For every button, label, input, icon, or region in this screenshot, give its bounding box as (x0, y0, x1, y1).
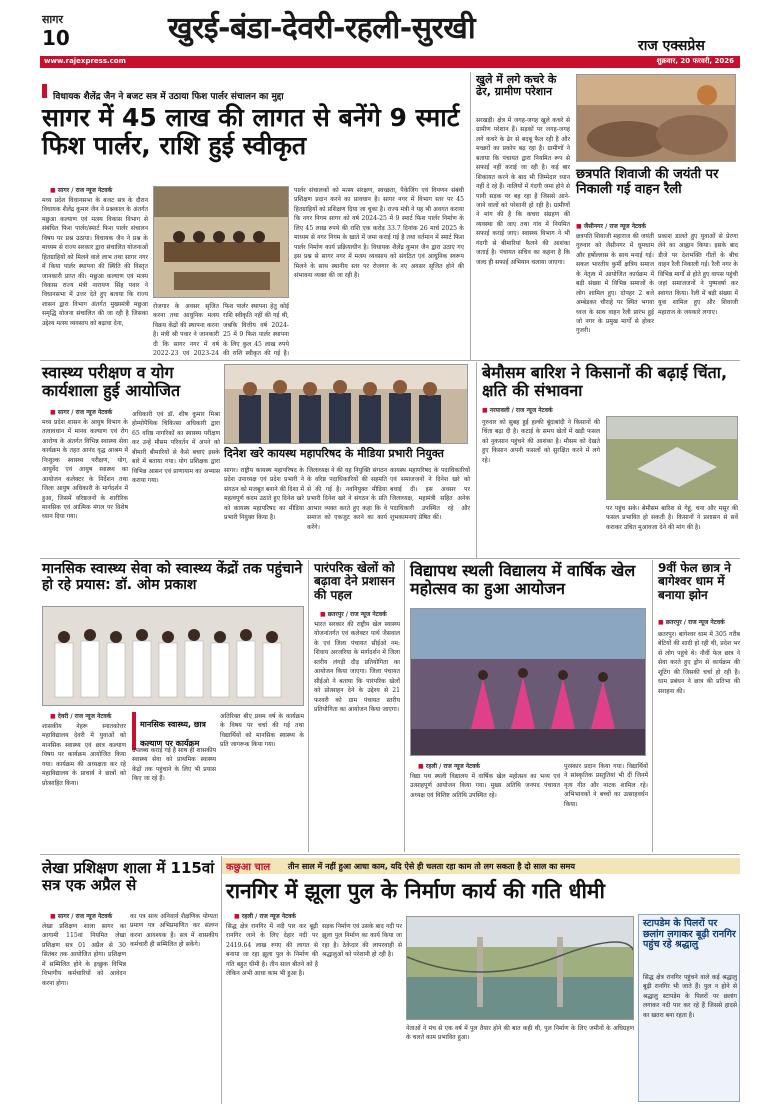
lead-col-4: पार्लर संचालकों को मत्स्य संरक्षण, स्वच्छता, पैकेजिंग एवं विपणन संबंधी प्रशिक्षण प्रदान करने का प्रावधान है। सागर नगर में विभाग स्तर पर 45 हितग्राहियों को प्रशिक्षण दिया जा चुका है। राज्य मंत्री ने यह भी अवगत कराया कि नगर निगम सागर को वर्ष 2024-25 में 9 स्मार्ट फिश पार्लर निर्माण के लिए 45 लाख रुपये की राशि एक करोड़ 33.7 दिनांक 26 मार्च 2025 के माध्यम से नगर निगम के खाते में जमा कराई गई है तथा वर्तमान में स्मार्ट फिश पार्लर निर्माण कार्य प्रक्रियाधीन है। विधायक शैलेंद्र कुमार जैन द्वारा उठाए गए इस प्रश्न से सागर नगर में मत्स्य व्यवसाय को संगठित एवं आधुनिक स्वरूप मिलने के साथ स्थानीय स्तर पर रोजगार के नए अवसर सृजित होने की संभावना व्यक्त की जा रही है। (294, 187, 464, 279)
bridge-side-box (638, 914, 740, 1102)
health-headline: स्वास्थ्य परीक्षण व योग कार्यशाला हुई आयोजित (42, 363, 181, 400)
mental-byline: ■ देवरी / राज न्यूज नेटवर्क (50, 713, 112, 720)
training-headline: लेखा प्रशिक्षण शाला में 115वां सत्र एक अप्रैल से (42, 859, 215, 894)
website-url[interactable]: www.rajexpress.com (44, 57, 126, 65)
river-bridge-photo (407, 917, 634, 1020)
rain-headline: बेमौसम बारिश ने किसानों की बढ़ाई चिंता, क्षति की संभावना (482, 363, 728, 400)
mental-photo (42, 606, 304, 706)
fail-byline-text: छतरपुर / राज न्यूज नेटवर्क (665, 619, 725, 626)
issue-date: शुक्रवार, 20 फरवरी, 2026 (656, 57, 734, 65)
training-col-1: लेखा प्रशिक्षण शाला सागर का आगामी 115वां नियमित लेखा प्रशिक्षण सत्र 01 अप्रैल से 30 सितंबर तक आयोजित होगा। प्रशिक्षण में सम्मिलित होने के इच्छुक विभिन्न विभागीय कर्मचारियों को आवेदन करना होगा। (42, 923, 126, 987)
shivaji-byline: ■ जैसीनगर / राज न्यूज नेटवर्क (576, 223, 646, 230)
bridge-side-body: सिद्ध क्षेत्र रानगिर पहुंचने वाले कई श्रद्धालु बूढ़ी रानगिर भी जाते हैं। पुल न होने से श्रद्धालु स्टापडेम के पिलरों पर छलांग लगाकर नदी पार कर रहे हैं जिससे हादसे का खतरा बना रहता है। (643, 974, 737, 1019)
dinesh-col-3: कायस्थ महापरिषद के पदाधिकारियों एवं समाजजनों ने दिनेश खरे को बधाई दी। इस अवसर पर जिलाध्यक्ष, महामंत्री सहित अनेक पदाधिकारी उपस्थित रहे और शुभकामनाएं प्रेषित कीं। (390, 467, 470, 522)
bridge-side-headline: स्टापडेम के पिलरों पर छलांग लगाकर बूढ़ी रानगिर पहुंच रहे श्रद्धालु (643, 918, 736, 951)
dinesh-col-2: जिलाध्यक्ष ने की यह नियुक्ति संगठन के वरिष्ठ पदाधिकारियों की सहमति से की गई है। नवनियुक्त मीडिया प्रभारी दिनेश खरे ने संगठन के प्रति आभार व्यक्त करते हुए कहा कि वे समाज को एकजुट करने का कार्य करेंगे। (307, 467, 387, 531)
mental-headline: मानसिक स्वास्थ्य सेवा को स्वास्थ्य केंद्रों तक पहुंचाने हो रहे प्रयास: डॉ. ओम प्रकाश (42, 561, 303, 593)
group-photo (225, 365, 468, 444)
mental-byline-text: देवरी / राज न्यूज नेटवर्क (57, 713, 112, 720)
sports-headline: पारंपरिक खेलों को बढ़ावा देने प्रशासन की पहल (314, 561, 395, 602)
school-col-1: विद्या पथ स्थली विद्यालय में वार्षिक खेल महोत्सव का भव्य एवं उत्साहपूर्ण आयोजन किया गया। मुख्य अतिथि जनपद पंचायत अध्यक्ष एवं विशिष्ट अतिथि उपस्थित रहे। (410, 773, 560, 799)
section-name: सागर (42, 13, 63, 26)
dance-stage-photo (411, 609, 646, 756)
rain-photo (606, 416, 738, 500)
garbage-body: सरखड़ी। क्षेत्र में जगह-जगह खुले कचरे से ग्रामीण परेशान हैं। सड़कों पर जगह-जगह लगे कचरे के ढेर से बदबू फैल रही है और मच्छरों का प्रकोप बढ़ रहा है। ग्रामीणों ने बताया कि पंचायत द्वारा नियमित रूप से सफाई नहीं कराई जा रही है। कई बार शिकायत करने के बाद भी जिम्मेदार ध्यान नहीं दे रहे हैं। नालियों में गंदगी जमा होने से पानी सड़क पर बह रहा है जिससे आने-जाने वालों को परेशानी हो रही है। ग्रामीणों ने मांग की है कि कचरा संग्रहण की व्यवस्था की जाए तथा गांव में नियमित सफाई कराई जाए। स्वास्थ्य विभाग ने भी गंदगी से बीमारियां फैलने की आशंका जताई है। पंचायत सचिव का कहना है कि जल्द ही सफाई अभियान चलाया जाएगा। (476, 117, 570, 266)
lead-byline-text: सागर / राज न्यूज नेटवर्क (57, 187, 113, 194)
garbage-photo (576, 74, 736, 162)
garbage-headline: खुले में लगे कचरे के ढेर, ग्रामीण परेशान (476, 73, 557, 99)
rain-col-1: गुरुवार को सुबह हुई हल्की बूंदाबांदी ने किसानों की चिंता बढ़ा दी है। कटाई के समय खेतों में खड़ी फसल को नुकसान पहुंचने की आशंका है। मौसम को देखते हुए किसान अपनी फसलों को सुरक्षित करने में लगे रहे। (482, 419, 600, 464)
fail-body: छतरपुर। बागेश्वर धाम में 305 गरीब बेटियों की शादी हो रही थी, प्रदेश भर से लोग पहुंचे थे। नौवीं फेल छात्र ने सेवा करते हुए ड्रोन से कार्यक्रम की शूटिंग की जिसकी चर्चा हो रही है। धाम प्रबंधन ने छात्र की प्रतिभा की सराहना की। (658, 631, 740, 695)
bridge-byline: ■ रहली / राज न्यूज नेटवर्क (234, 913, 297, 920)
rain-col-2: पर पहुंच सके। बेमौसम बारिश से गेहूं, चना और मसूर की फसल प्रभावित हो सकती है। किसानों ने प्रशासन से सर्वे कराकर उचित मुआवजा देने की मांग की है। (606, 505, 738, 531)
meeting-hall-photo (154, 187, 289, 298)
school-col-2: पुरस्कार प्रदान किया गया। विद्यार्थियों ने सांस्कृतिक प्रस्तुतियां भी दीं जिनमें नृत्य गीत और नाटक शामिल रहे। अभिभावकों ने बच्चों का उत्साहवर्धन किया। (564, 763, 648, 808)
rain-byline: ■ नरयावली / राज न्यूज नेटवर्क (482, 407, 553, 414)
training-col-2: का पत्र साथ अनिवार्य शैक्षणिक योग्यता प्रमाण पत्र अभिप्रमाणित कर संलग्न करना आवश्यक है। सत्र में शासकीय कर्मचारी ही सम्मिलित हो सकेंगे। (130, 913, 218, 949)
health-byline: ■ सागर / राज न्यूज नेटवर्क (50, 409, 113, 416)
bridge-strap-bar (222, 858, 740, 874)
lead-kicker (42, 84, 462, 102)
shivaji-headline: छत्रपति शिवाजी की जयंती पर निकाली गई वाहन रैली (576, 167, 719, 197)
bridge-headline: रानगिर में झूला पुल के निर्माण कार्य की गति धीमी (226, 879, 605, 903)
fail-byline: ■ छतरपुर / राज न्यूज नेटवर्क (658, 619, 725, 626)
rain-byline-text: नरयावली / राज न्यूज नेटवर्क (489, 407, 553, 414)
health-col-2: अधिकारी एवं डॉ. शीष कुमार मिश्रा होम्योपैथिक चिकित्सा अधिकारी द्वारा 65 वरिष्ठ नागरिकों का स्वास्थ्य परीक्षण कर उन्हें मौसम परिवर्तन में अपने को बीमारी बीमारियों से कैसे बचाएं इसके बारे में बताया गया। योग प्रशिक्षक द्वारा विभिन्न आसन एवं प्राणायाम का अभ्यास कराया गया। (132, 411, 220, 485)
shivaji-col-2: प्रकाश डालते हुए युवाओं से प्रेरणा लेने का आह्वान किया। इसके बाद डीजे पर देशभक्ति गीतों के बीच वाहन रैली निकाली गई। रैली नगर के विभिन्न मार्गों से होते हुए वापस पहुंची जहां समाजजनों ने पुष्पवर्षा कर स्वागत किया। रैली में बड़ी संख्या में युवा शामिल हुए और शिवाजी महाराज के जयकारे लगाए। (658, 233, 738, 316)
lead-col-3: फिश पार्लर स्थापना हेतु कोई राशि स्वीकृति नहीं की गई थी, जबकि वित्तीय वर्ष 2024-25 में 9 फिश पार्लर स्थापना के लिए कुल 45 लाख रुपये की राशि स्वीकृत की गई है। (223, 303, 289, 358)
dinesh-photo (224, 364, 468, 444)
mental-col-1: शासकीय नेहरू स्नातकोत्तर महाविद्यालय देवरी में युवाओं को मानसिक स्वास्थ्य एवं छात्र कल्याण विषय पर कार्यक्रम आयोजित किया गया। कार्यक्रम की अध्यक्षता कर रहे महाविद्यालय के प्राचार्य ने छात्रों को प्रोत्साहित किया। (42, 723, 126, 787)
sports-body: भारत सरकार की राष्ट्रीय खेल स्वास्थ्य योजनांतर्गत एवं कलेक्टर पार्थ जैसवाल के एवं जिला पंचायत सीईओ नम: शिवाय अरजरिया के मार्गदर्शन में जिला स्तरीय लंगड़ी दौड़ प्रतियोगिता का आयोजन किया जाएगा। जिला पंचायत सीईओ ने बताया कि पारंपरिक खेलों को प्रोत्साहन देने के उद्देश्य से 21 फरवरी को ग्राम पंचायत स्तरीय प्रतियोगिता का आयोजन किया जाएगा। (314, 621, 400, 713)
training-byline-text: सागर / राज न्यूज नेटवर्क (57, 913, 113, 920)
lead-byline: ■ सागर / राज न्यूज नेटवर्क (50, 187, 113, 194)
bridge-strap: तीन साल में नहीं हुआ आधा काम, यदि ऐसे ही चलता रहा काम तो लग सकता है दो साल का समय (288, 862, 575, 871)
lead-kicker-text: विधायक शैलेंद्र जैन ने बजट सत्र में उठाया फिश पार्लर संचालन का मुद्दा (53, 92, 284, 102)
training-byline: ■ सागर / राज न्यूज नेटवर्क (50, 913, 113, 920)
mental-sub-kicker-text: मानसिक स्वास्थ्य, छात्र कल्याण पर कार्यक्रम (140, 720, 206, 748)
shivaji-col-1: छत्रपति शिवाजी महाराज की जयंती गुरुवार को जैसीनगर में धूमधाम और हर्षोल्लास के साथ मनाई गई। सकल भारतीय कुर्मी क्षत्रिय समाज के नेतृत्व में आयोजित कार्यक्रम में बड़ी संख्या में विभिन्न समाजों के लोग शामिल हुए। दोपहर 2 बजे अम्बेडकर चौराहे पर स्थित भगवा ध्वज के साथ वाहन रैली प्रारंभ हुई जो नगर के प्रमुख मार्गों से होकर गुजरी। (576, 233, 654, 335)
dinesh-col-1: सागर। राष्ट्रीय कायस्थ महापरिषद के प्रदेश उपाध्यक्ष एवं प्रदेश प्रभारी ने संगठन को मजबूत बनाने की दिशा में महत्वपूर्ण कदम उठाते हुए दिनेश खरे को कायस्थ महापरिषद का मीडिया प्रभारी नियुक्त किया है। (224, 467, 304, 522)
dinesh-headline: दिनेश खरे कायस्थ महापरिषद के मीडिया प्रभारी नियुक्त (224, 447, 444, 460)
lead-col-2: रोजगार के अवसर सृजित करना तथा आधुनिक मत्स्य विक्रय केंद्रों की स्थापना करना है। मंत्री श्री पवार ने जानकारी दी कि सागर नगर में वर्ष 2022-23 एवं 2023-24 (153, 303, 219, 358)
bridge-byline-text: रहली / राज न्यूज नेटवर्क (241, 913, 297, 920)
mental-col-3: अतिरिक्त बीए प्रथम वर्ष के कार्यक्रम के विषय पर चर्चा की गई तथा विद्यार्थियों को मानसिक स्वास्थ्य के प्रति जागरूक किया गया। (220, 713, 304, 749)
school-byline: ■ रहली / राज न्यूज नेटवर्क (418, 763, 481, 770)
mental-col-2: उपलब्ध कराई गई है साथ ही शासकीय स्वास्थ्य सेवा को प्राथमिक स्वास्थ्य केंद्रों तक पहुंचाने के लिए भी प्रयास किए जा रहे हैं। (132, 747, 216, 783)
bridge-kicker: कछुआ चाल (226, 862, 271, 873)
school-photo (410, 608, 646, 756)
lead-col-1: मध्य प्रदेश विधानसभा के बजट सत्र के दौरान विधायक शैलेंद्र कुमार जैन ने प्रश्नकाल के अंतर्गत मछुआ कल्याण एवं मत्स्य विकास विभाग से संबंधित फिश पार्लर/स्मार्ट फिश पार्लर संचालन विषय पर प्रश्न उठाया। विधायक जैन ने प्रश्न के माध्यम से राज्य सरकार द्वारा संचालित योजनाओं हितग्राहियों को मिलने वाले लाभ तथा सागर नगर में किया पार्लर स्थापना की स्थिति की विस्तृत जानकारी प्राप्त की। मछुआ कल्याण एवं मत्स्य विकास राज्य मंत्री नारायण सिंह पवार ने विधानसभा में उत्तर देते हुए बताया कि राज्य शासन द्वारा विभाग अंतर्गत मुख्यमंत्री मछुआ समृद्धि योजना संचालित की जा रही है जिसका उद्देश्य मत्स्य व्यवसाय को बढ़ावा देना, (42, 197, 148, 327)
shivaji-byline-text: जैसीनगर / राज न्यूज नेटवर्क (583, 223, 646, 230)
sports-byline: ■ छतरपुर / राज न्यूज नेटवर्क (320, 611, 387, 618)
masthead-title: खुरई-बंडा-देवरी-रहली-सुरखी (168, 11, 476, 46)
page-number: 10 (42, 26, 70, 50)
field-photo (607, 417, 738, 500)
students-photo (43, 607, 304, 706)
bridge-col-1: सिद्ध क्षेत्र रानगिर में नदी पार कर बूढ़ी रानगिर जाने के लिए देहार नदी पर 2419.64 लाख रुपए की लागत से बनाया जा रहा झूला पुल के निर्माण की गति बहुत धीमी है। तीन साल बीतने को है लेकिन अभी आधा काम भी हुआ है। (226, 923, 318, 978)
lead-headline: सागर में 45 लाख की लागत से बनेंगे 9 स्मार्ट फिश पार्लर, राशि हुई स्वीकृत (42, 103, 460, 160)
brand-name: राज एक्सप्रेस (638, 38, 705, 54)
school-byline-text: रहली / राज न्यूज नेटवर्क (425, 763, 481, 770)
school-headline: विद्यापथ स्थली विद्यालय में वार्षिक खेल महोत्सव का हुआ आयोजन (410, 561, 636, 598)
sports-byline-text: छतरपुर / राज न्यूज नेटवर्क (327, 611, 387, 618)
lead-photo (153, 186, 289, 298)
bridge-col-2: सड़क निर्माण एवं उसके बाद नदी पर झूला पुल निर्माण का कार्य किया जा रहा है। ठेकेदार की लापरवाही से श्रद्धालुओं को परेशानी हो रही है। (322, 923, 402, 959)
mental-sub-kicker (132, 712, 214, 750)
bridge-photo (406, 916, 634, 1020)
garbage-heap-photo (577, 75, 736, 162)
fail-headline: 9वीं फेल छात्र ने बागेश्वर धाम में बनाया झोन (658, 561, 731, 602)
masthead-bar (40, 56, 740, 68)
health-col-1: मध्य प्रदेश शासन के आयुष विभाग के तत्वावधान में मानव कल्याण एवं रोग आरोग्य के अंतर्गत विभिन्न स्वास्थ्य सेवा कार्यक्रम के तहत आनंद वृद्ध आश्रम में निःशुल्क स्वास्थ्य परीक्षण, योग, आयुर्वेद एवं आयुष स्वास्थ्य का आयोजन कलेक्टर के निर्देशन तथा जिला आयुष अधिकारी के मार्गदर्शन में हुआ, जिसमें वरिष्ठजनों के शारीरिक मानसिक एवं आत्मिक मंगल पर विशेष ध्यान दिया गया। (42, 419, 128, 521)
health-byline-text: सागर / राज न्यूज नेटवर्क (57, 409, 113, 416)
bridge-below-photo: नेताओं ने मंच से एक वर्ष में पुल तैयार होने की बात कही थी, पुल निर्माण के लिए जमीनों के अधिग्रहण के चलते काम प्रभावित हुआ। (406, 1025, 634, 1042)
